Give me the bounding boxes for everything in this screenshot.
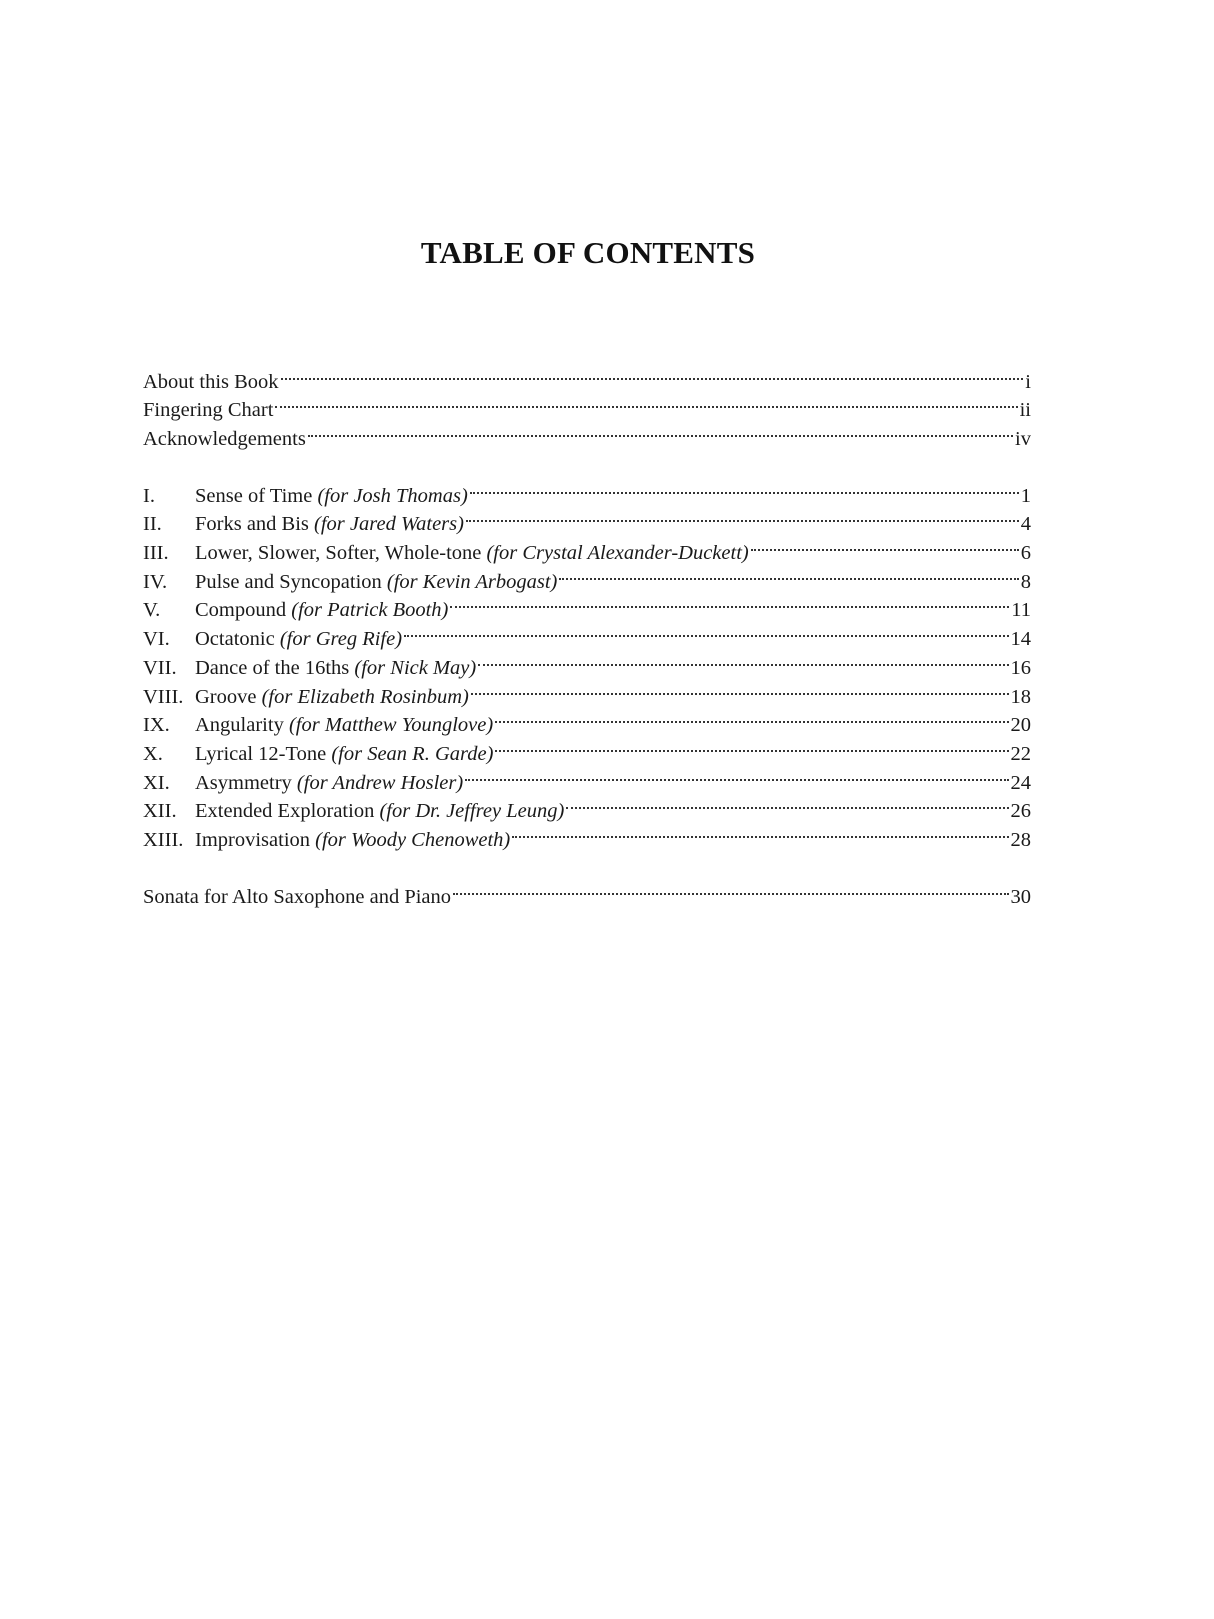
dot-leader	[466, 502, 1019, 531]
toc-chapters	[143, 473, 1031, 851]
page-number: 30	[1010, 885, 1031, 908]
entry-title: Acknowledgements	[143, 428, 306, 451]
chapter-title: Pulse and Syncopation	[195, 570, 382, 593]
chapter-dedication: (for Dr. Jeffrey Leung)	[379, 800, 565, 823]
entry-title	[195, 711, 493, 740]
chapter-dedication: (for Jared Waters)	[314, 513, 464, 536]
chapter-title: Sense of Time	[195, 484, 313, 507]
page-number: 24	[1010, 771, 1031, 794]
chapter-title: Lower, Slower, Softer, Whole-tone	[195, 542, 482, 565]
entry-title	[195, 510, 464, 539]
dot-leader	[751, 530, 1019, 559]
page-number: 20	[1010, 714, 1031, 737]
page-title: TABLE OF CONTENTS	[420, 234, 756, 270]
entry-title	[195, 797, 564, 826]
toc-entry-sonata[interactable]	[143, 874, 1031, 908]
dot-leader	[450, 588, 1009, 617]
entry-title	[195, 654, 476, 683]
chapter-numeral: V.	[143, 599, 161, 622]
entry-title: About this Book	[143, 370, 279, 393]
entry-title	[195, 683, 469, 712]
page-number: 26	[1010, 800, 1031, 823]
chapter-title: Forks and Bis	[195, 513, 309, 536]
toc-entry-acknowledgements[interactable]	[143, 416, 1031, 451]
chapter-numeral: X.	[143, 742, 163, 765]
chapter-dedication: (for Patrick Booth)	[291, 599, 449, 622]
chapter-numeral: II.	[143, 513, 162, 536]
chapter-dedication: (for Nick May)	[354, 656, 477, 679]
chapter-dedication: (for Kevin Arbogast)	[386, 570, 558, 593]
chapter-title: Groove	[195, 685, 257, 708]
chapter-numeral: VI.	[143, 628, 170, 651]
dot-leader	[559, 559, 1018, 588]
dot-leader	[275, 388, 1017, 417]
chapter-title: Extended Exploration	[195, 800, 375, 823]
dot-leader	[281, 359, 1024, 388]
chapter-numeral: IV.	[143, 570, 168, 593]
chapter-dedication: (for Greg Rife)	[279, 628, 403, 651]
chapter-title: Asymmetry	[195, 771, 292, 794]
toc-back-matter	[143, 874, 1031, 908]
chapter-numeral: I.	[143, 484, 155, 507]
chapter-title: Angularity	[195, 714, 284, 737]
page-number: 4	[1020, 513, 1031, 536]
dot-leader	[453, 874, 1008, 903]
dot-leader	[404, 616, 1008, 645]
chapter-title: Dance of the 16ths	[195, 656, 350, 679]
page-number: ii	[1019, 399, 1031, 422]
chapter-dedication: (for Elizabeth Rosinbum)	[261, 685, 469, 708]
toc-chapter-entry[interactable]	[143, 473, 1031, 507]
entry-title	[195, 769, 463, 798]
entry-title: Sonata for Alto Saxophone and Piano	[143, 885, 452, 908]
chapter-dedication: (for Sean R. Garde)	[331, 742, 494, 765]
entry-title	[195, 826, 510, 855]
chapter-title: Lyrical 12-Tone	[195, 742, 327, 765]
chapter-dedication: (for Woody Chenoweth)	[315, 828, 511, 851]
dot-leader	[465, 760, 1008, 789]
entry-title	[195, 740, 493, 769]
dot-leader	[308, 416, 1013, 445]
page-number: 11	[1011, 599, 1031, 622]
page-number: i	[1025, 370, 1031, 393]
chapter-numeral: IX.	[143, 714, 170, 737]
toc-entry-about[interactable]	[143, 359, 1031, 393]
chapter-title: Compound	[195, 599, 287, 622]
dot-leader	[495, 703, 1008, 732]
chapter-title: Octatonic	[195, 628, 275, 651]
page-number: 16	[1010, 656, 1031, 679]
entry-title	[195, 625, 402, 654]
chapter-numeral: XII.	[143, 800, 177, 823]
toc-front-matter	[143, 359, 1031, 451]
dot-leader	[478, 645, 1008, 674]
chapter-numeral: III.	[143, 542, 169, 565]
chapter-numeral: VIII.	[143, 685, 184, 708]
page-number: 18	[1010, 685, 1031, 708]
dot-leader	[566, 789, 1008, 818]
dot-leader	[471, 674, 1009, 703]
chapter-numeral: XIII.	[143, 828, 184, 851]
chapter-numeral: XI.	[143, 771, 170, 794]
toc-entry-fingering-chart[interactable]	[143, 388, 1031, 422]
chapter-dedication: (for Josh Thomas)	[317, 484, 468, 507]
dot-leader	[495, 731, 1008, 760]
dot-leader	[470, 473, 1019, 502]
page-number: iv	[1015, 428, 1031, 451]
page-number: 1	[1020, 484, 1031, 507]
chapter-numeral: VII.	[143, 656, 177, 679]
page-number: 14	[1010, 628, 1031, 651]
page-number: 6	[1020, 542, 1031, 565]
chapter-dedication: (for Andrew Hosler)	[296, 771, 464, 794]
page-number: 8	[1020, 570, 1031, 593]
chapter-title: Improvisation	[195, 828, 311, 851]
entry-title: Fingering Chart	[143, 399, 274, 422]
chapter-dedication: (for Crystal Alexander-Duckett)	[486, 542, 749, 565]
page-number: 28	[1010, 828, 1031, 851]
chapter-dedication: (for Matthew Younglove)	[288, 714, 494, 737]
dot-leader	[512, 817, 1008, 846]
page-number: 22	[1010, 742, 1031, 765]
entry-title	[195, 482, 468, 511]
